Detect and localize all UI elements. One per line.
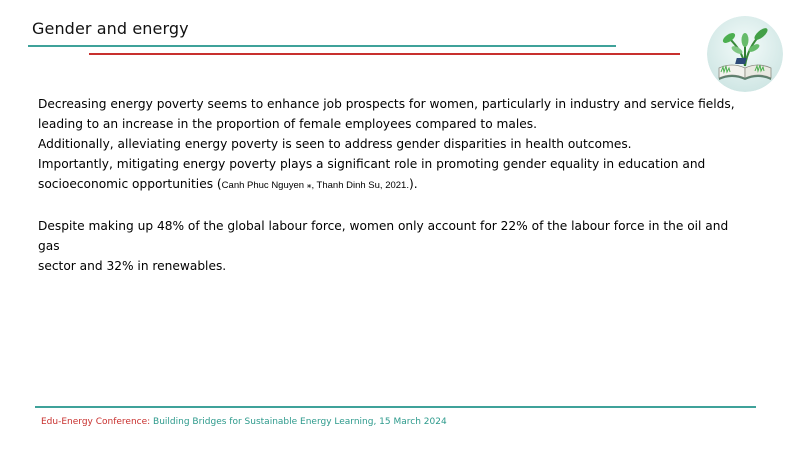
- slide-body: [38, 94, 738, 276]
- citation: Canh Phuc Nguyen ⁎, Thanh Dinh Su, 2021.: [221, 180, 409, 191]
- slide-title: Gender and energy: [32, 19, 189, 38]
- paragraph-1-line-5: [38, 174, 738, 196]
- title-underline-teal: [28, 45, 616, 47]
- line-5-suffix: ).: [408, 177, 418, 191]
- paragraph-gap: [38, 196, 738, 216]
- title-underline-red: [89, 53, 680, 55]
- paragraph-2-line-2: sector and 32% in renewables.: [38, 259, 227, 273]
- paragraph-1-line-2: leading to an increase in the proportion of female employees compared to males.: [38, 117, 537, 131]
- open-book-with-plants-icon: [707, 16, 783, 92]
- paragraph-2-line-1: Despite making up 48% of the global labour force, women only account for 22% of the labour force in the oil and gas: [38, 219, 729, 253]
- paragraph-1-line-1: Decreasing energy poverty seems to enhance job prospects for women, particularly in industry and service fields,: [38, 97, 735, 111]
- footer-conference-name: Edu-Energy Conference:: [41, 417, 151, 427]
- line-5-prefix: socioeconomic opportunities (: [38, 177, 222, 191]
- paragraph-1-line-4: Importantly, mitigating energy poverty plays a significant role in promoting gender equality in education and: [38, 157, 706, 171]
- footer-conference-details: Building Bridges for Sustainable Energy Learning, 15 March 2024: [150, 417, 447, 427]
- footer: [41, 417, 447, 427]
- paragraph-1-line-3: Additionally, alleviating energy poverty is seen to address gender disparities in health outcomes.: [38, 137, 632, 151]
- footer-divider: [35, 406, 756, 408]
